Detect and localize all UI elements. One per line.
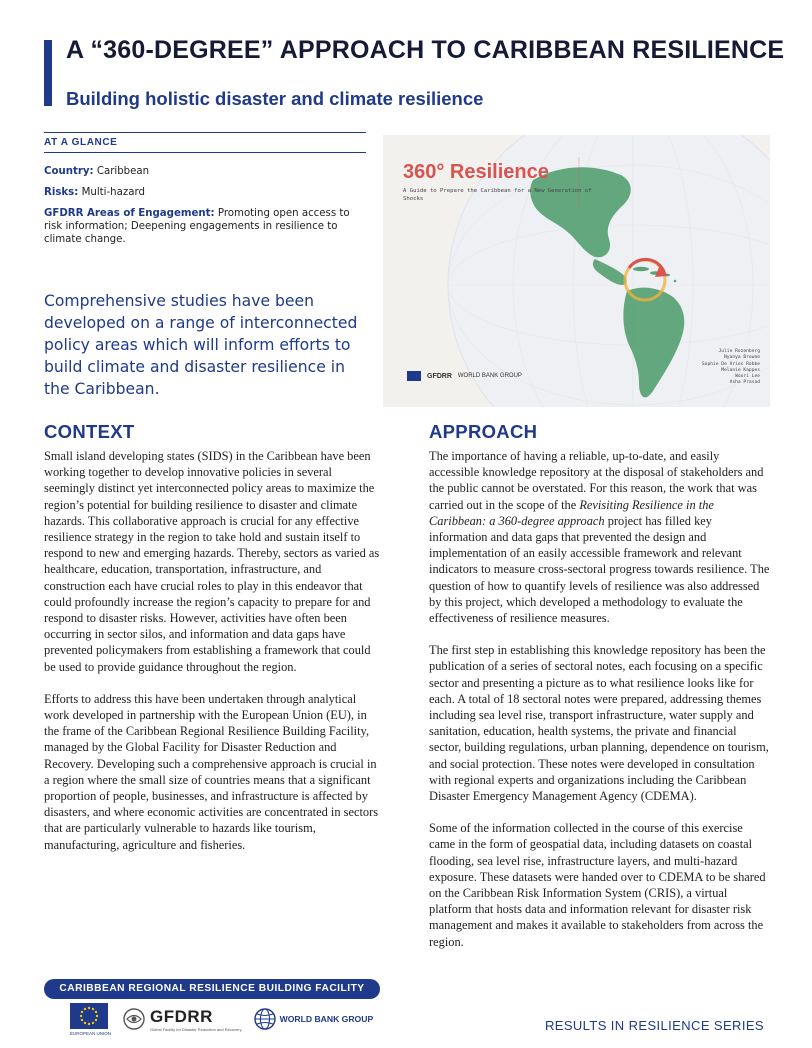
gfdrr-wordmark: GFDRR [150, 1006, 213, 1026]
cover-wbg-logo: WORLD BANK GROUP [457, 373, 522, 379]
cover-title: 360° Resilience [403, 161, 549, 183]
eu-caption: EUROPEAN UNION [70, 1030, 112, 1036]
risks-value: Multi-hazard [81, 187, 145, 198]
cover-author: Asha Prasad [729, 380, 760, 386]
gfdrr-emblem-icon [123, 1008, 145, 1030]
world-bank-logo [254, 1008, 374, 1030]
cover-author: Woori Lee [735, 374, 760, 380]
approach-body [429, 448, 770, 966]
eu-flag-icon [70, 1003, 108, 1029]
report-cover-image [383, 135, 770, 407]
series-label: RESULTS IN RESILIENCE SERIES [544, 1018, 764, 1033]
facility-banner: CARIBBEAN REGIONAL RESILIENCE BUILDING FACILITY [44, 979, 380, 999]
cover-author: Melanie Kappes [721, 367, 760, 373]
context-heading: CONTEXT [44, 421, 135, 442]
title-accent-bar [44, 40, 52, 106]
context-paragraph: Small island developing states (SIDS) in the Caribbean have been working together to develop innovative policies in several seemingly distinct yet interconnected policy areas to maximize the region’s potential for building resilience to disaster and climate hazards. This collaborative approach is crucial for any effective resilience strategy in the region to take hold and sustain itself to respond to new and emerging hazards. Thereby, sectors as varied as healthcare, education, transportation, infrastructure, and construction each have crucial roles to play in this endeavor that could profoundly increase the region’s capacity to prepare for and respond to disaster risks. However, activities have often been occurring in sector silos, and information and data gaps have prevented policymakers from establishing a framework that could be used to provide guidance throughout the region. [44, 449, 380, 674]
pull-quote: Comprehensive studies have been developed on a range of interconnected policy areas which will inform efforts to build climate and disaster resilience in the Caribbean. [44, 292, 358, 398]
cover-author: Julie Rozenberg [718, 349, 760, 354]
approach-paragraph: The first step in establishing this knowledge repository has been the publication of a series of sectoral notes, each focusing on a specific sector and presenting a picture as to what resilience looks like for each. A total of 18 sectoral notes were prepared, addressing themes including sea level rise, transport infrastructure, water supply and sanitation, education, health systems, the private and financial sector, building regulations, urban planning, dependence on tourism, and social protection. These notes were developed in consultation with regional experts and organizations including the Caribbean Disaster Emergency Management Agency (CDEMA). [429, 643, 769, 804]
approach-text: project has filled key information and data gaps that prevented the design and implementation of an easily accessible framework and relevant indicators to measure cross-sectoral progress towards resilience. The question of how to quantify levels of resilience was also addressed by this project, which developed a methodology to evaluate the effectiveness of resilience measures. [429, 513, 770, 626]
context-paragraph: Efforts to address this have been undertaken through analytical work developed in partnership with the European Union (EU), in the frame of the Caribbean Regional Resilience Building Facility, managed by the Global Facility for Disaster Reduction and Recovery. Developing such a comprehensive approach is crucial in a region where the small size of countries means that a significant proportion of people, businesses, and infrastructure is affected by disasters, and where economic activities are concentrated in sectors that are particularly vulnerable to hazards like tourism, manufacturing, agriculture and fisheries. [44, 691, 379, 852]
areas-value: Promoting open access to risk information; Deepening engagements in resilience to climate change. [44, 208, 350, 245]
cover-eu-flag-icon [407, 371, 421, 381]
country-line [44, 165, 366, 178]
country-value: Caribbean [96, 166, 150, 177]
project-title: Revisiting Resilience in the Caribbean: a 360-degree approach [429, 497, 714, 528]
cover-subtitle: A Guide to Prepare the Caribbean for a New Generation of Shocks [403, 188, 592, 202]
approach-text: The importance of having a reliable, up-to-date, and easily accessible knowledge repository at the disposal of stakeholders and the public cannot be overstated. For this reason, the work that was carried out in the scope of the [429, 449, 764, 512]
page-title: A “360-DEGREE” APPROACH TO CARIBBEAN RESILIENCE [66, 36, 785, 64]
context-body [44, 448, 380, 869]
risks-line [44, 186, 366, 199]
risks-label: Risks: [44, 187, 79, 198]
cover-gfdrr-logo: GFDRR [427, 372, 452, 380]
cover-authors [702, 349, 760, 387]
country-label: Country: [44, 166, 94, 177]
areas-label: GFDRR Areas of Engagement: [44, 208, 215, 219]
world-bank-wordmark: WORLD BANK GROUP [279, 1014, 374, 1024]
eu-logo [70, 1003, 111, 1036]
gfdrr-logo [123, 1007, 242, 1032]
at-a-glance-heading: AT A GLANCE [44, 133, 366, 153]
cover-author: Sophie De Vries Robbe [701, 361, 760, 367]
world-bank-globe-icon [254, 1008, 276, 1030]
approach-paragraph [429, 448, 770, 626]
cover-author: Nyanya Browne [724, 355, 760, 361]
gfdrr-tagline: Global Facility for Disaster Reduction and Recovery [150, 1026, 242, 1032]
approach-paragraph: Some of the information collected in the course of this exercise came in the form of geospatial data, including datasets on coastal flooding, sea level rise, infrastructure layers, and multi-hazard exposure. These datasets were handed over to CDEMA to be shared on the Caribbean Risk Information System (CRIS), a virtual platform that hosts data and information relevant for disaster risk management and makes it available to stakeholders from across the region. [429, 821, 766, 949]
at-a-glance-body [44, 153, 366, 246]
at-a-glance-box [44, 132, 366, 254]
partner-logos [70, 1002, 373, 1036]
approach-heading: APPROACH [429, 421, 538, 442]
page-subtitle: Building holistic disaster and climate resilience [66, 88, 484, 109]
areas-line [44, 207, 366, 246]
cover-logos [407, 371, 522, 381]
